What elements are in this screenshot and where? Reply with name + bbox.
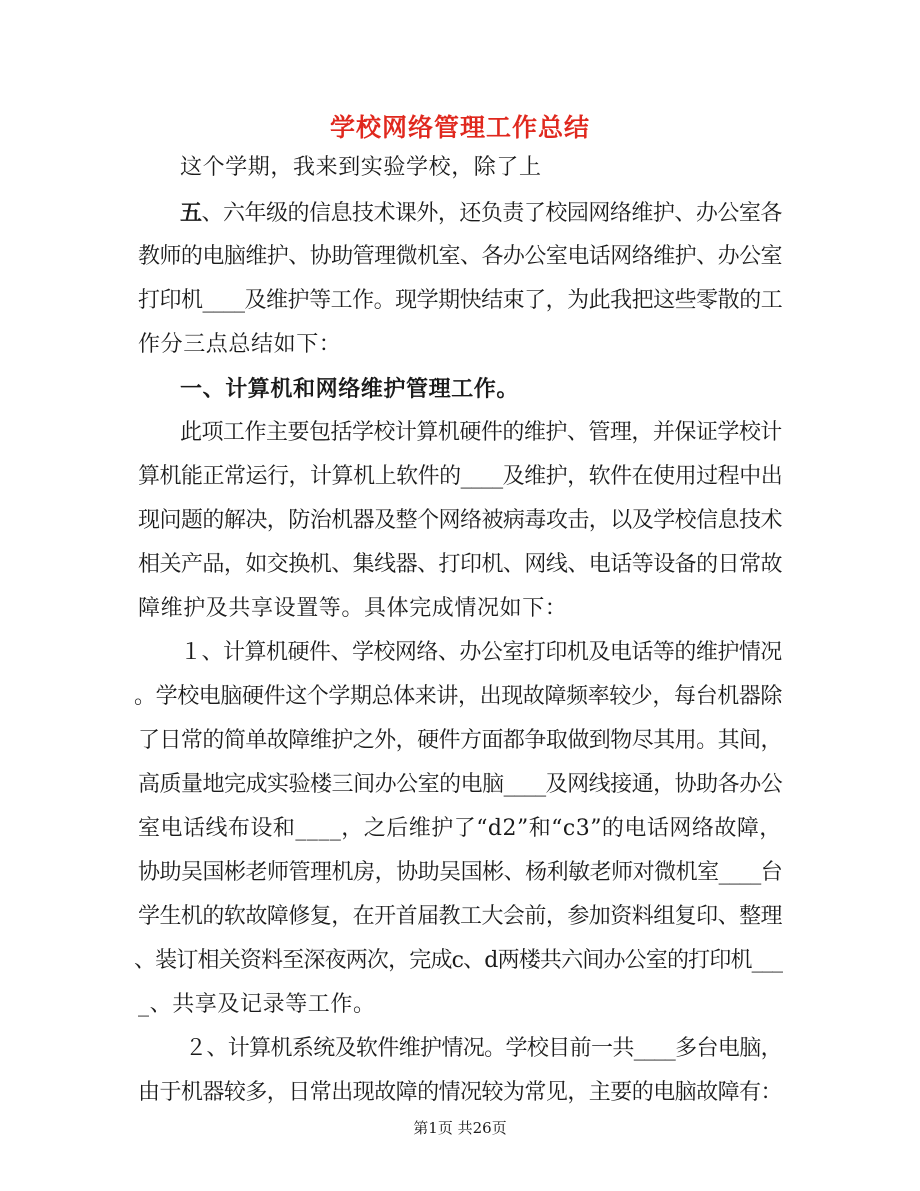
body-line-rest: 、六年级的信息技术课外，还负责了校园网络维护、办公室各 bbox=[201, 201, 782, 226]
body-line: 了日常的简单故障维护之外，硬件方面都争取做到物尽其用。其间， bbox=[138, 728, 783, 753]
body-line: 相关产品，如交换机、集线器、打印机、网线、电话等设备的日常故 bbox=[138, 552, 783, 577]
body-line bbox=[180, 197, 782, 230]
body-line: 打印机____及维护等工作。现学期快结束了，为此我把这些零散的工 bbox=[138, 288, 783, 313]
body-line: 、装订相关资料至深夜两次，完成c、d两楼共六间办公室的打印机___ bbox=[134, 948, 783, 973]
body-line: 作分三点总结如下： bbox=[138, 332, 342, 357]
body-line: 算机能正常运行，计算机上软件的____及维护，软件在使用过程中出 bbox=[138, 464, 783, 489]
body-line: 这个学期，我来到实验学校，除了上 bbox=[180, 155, 542, 180]
section-heading: 一、计算机和网络维护管理工作。 bbox=[180, 376, 520, 402]
body-line: 障维护及共享设置等。具体完成情况如下： bbox=[138, 596, 568, 621]
body-line: 教师的电脑维护、协助管理微机室、各办公室电话网络维护、办公室 bbox=[138, 244, 783, 269]
body-line: 协助吴国彬老师管理机房，协助吴国彬、杨利敏老师对微机室____台 bbox=[138, 860, 783, 885]
page-number: 第1页 共26页 bbox=[413, 1119, 507, 1137]
body-line: _、共享及记录等工作。 bbox=[138, 992, 376, 1017]
body-line: １、计算机硬件、学校网络、办公室打印机及电话等的维护情况 bbox=[180, 640, 782, 665]
body-line: 学生机的软故障修复，在开首届教工大会前，参加资料组复印、整理 bbox=[138, 904, 783, 929]
body-line: 此项工作主要包括学校计算机硬件的维护、管理，并保证学校计 bbox=[180, 420, 782, 445]
body-line: 。学校电脑硬件这个学期总体来讲，出现故障频率较少，每台机器除 bbox=[134, 684, 783, 709]
body-line: 现问题的解决，防治机器及整个网络被病毒攻击，以及学校信息技术 bbox=[138, 508, 783, 533]
section-number: 五 bbox=[180, 200, 202, 226]
body-line: 室电话线布设和____，之后维护了“d2”和“c3”的电话网络故障， bbox=[138, 816, 782, 841]
body-line: 由于机器较多，日常出现故障的情况较为常见，主要的电脑故障有： bbox=[138, 1080, 783, 1105]
body-line: 高质量地完成实验楼三间办公室的电脑____及网线接通，协助各办公 bbox=[138, 772, 783, 797]
document-title: 学校网络管理工作总结 bbox=[329, 113, 590, 142]
body-line: ２、计算机系统及软件维护情况。学校目前一共____多台电脑， bbox=[185, 1036, 783, 1061]
